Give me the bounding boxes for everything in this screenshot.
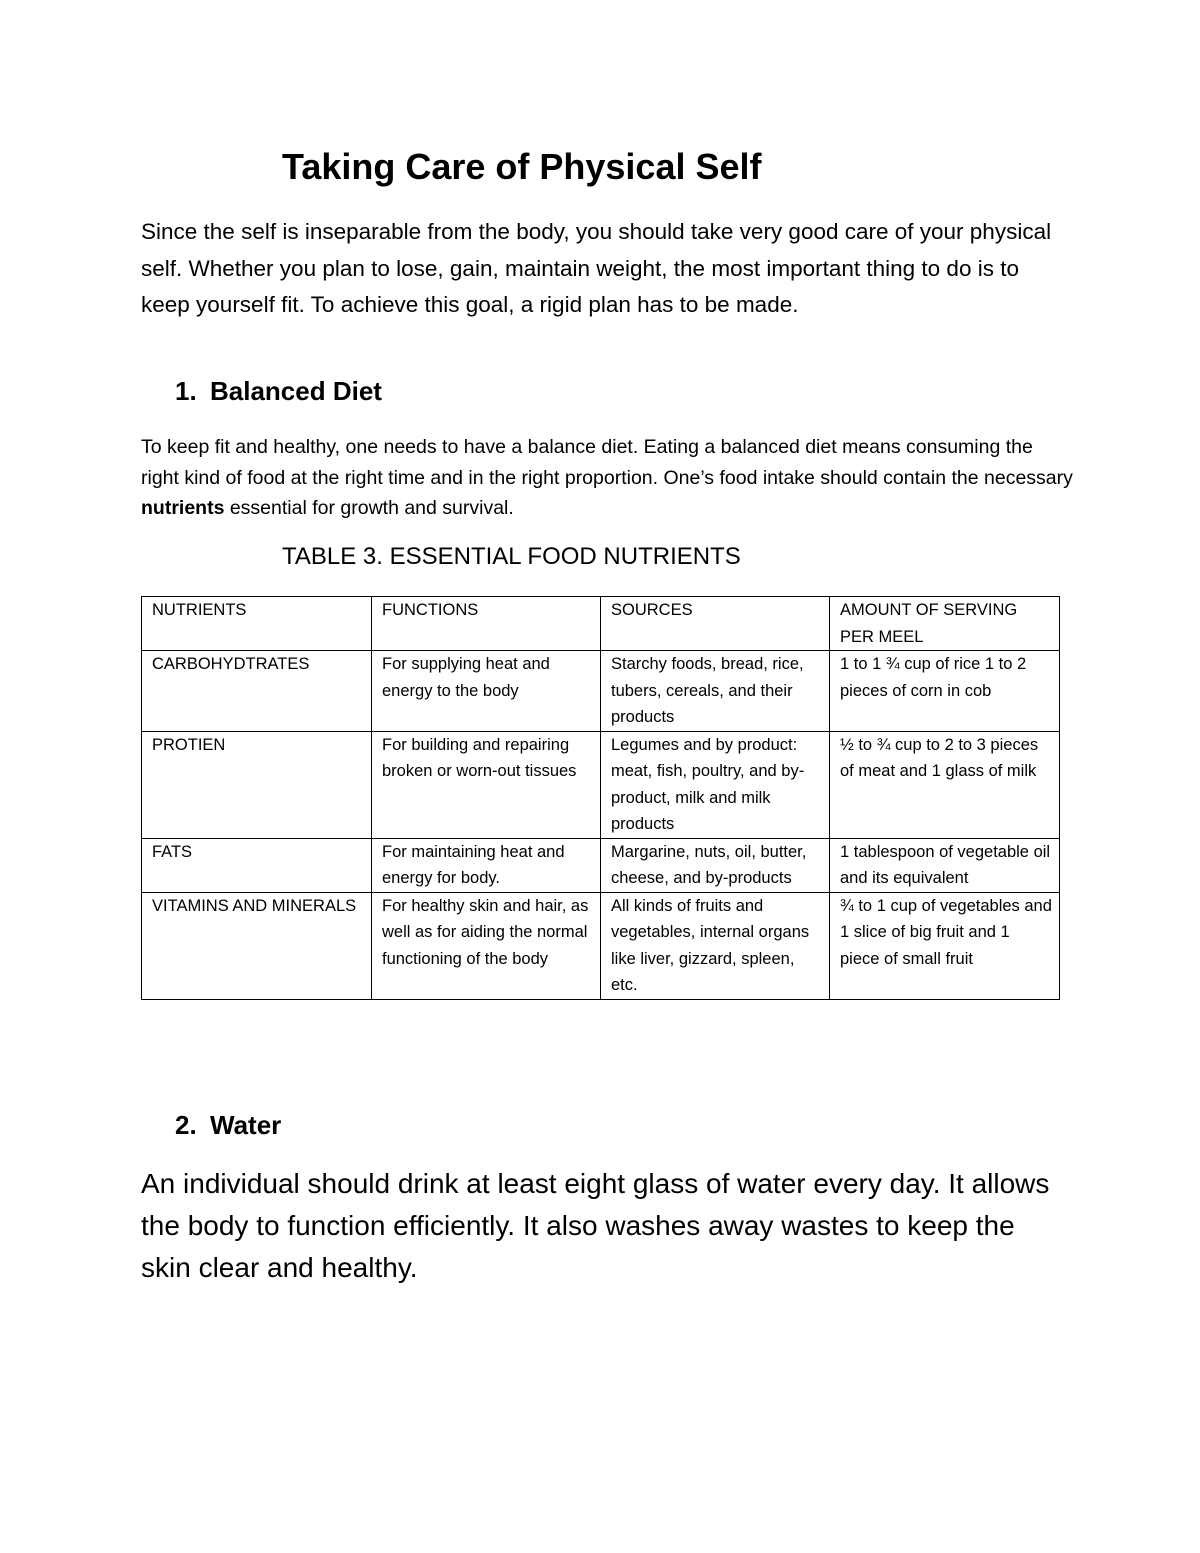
section-title: Water	[210, 1110, 282, 1140]
table-cell: VITAMINS AND MINERALS	[142, 892, 372, 999]
table-cell: Starchy foods, bread, rice, tubers, cereals, and their products	[601, 651, 830, 732]
table-caption: TABLE 3. ESSENTIAL FOOD NUTRIENTS	[282, 543, 741, 570]
table-row	[142, 892, 1060, 999]
table-cell: For building and repairing broken or worn-out tissues	[372, 731, 601, 838]
intro-paragraph: Since the self is inseparable from the body, you should take very good care of your physical self. Whether you plan to lose, gain, maintain weight, the most important thing to do is to keep yourself fit. To achieve this goal, a rigid plan has to be made.	[141, 219, 1052, 317]
paragraph-text: To keep fit and healthy, one needs to have a balance diet. Eating a balanced diet means consuming the right kind of food at the right time and in the right proportion. One’s food intake should contain the necessary	[141, 436, 1073, 489]
page-title: Taking Care of Physical Self	[282, 146, 762, 187]
paragraph-text: essential for growth and survival.	[224, 497, 514, 519]
table-cell: ¾ to 1 cup of vegetables and 1 slice of big fruit and 1 piece of small fruit	[830, 892, 1060, 999]
water-paragraph: An individual should drink at least eight glass of water every day. It allows the body to function efficiently. It also washes away wastes to keep the skin clear and healthy.	[141, 1168, 1050, 1283]
column-header: AMOUNT OF SERVING PER MEEL	[830, 597, 1060, 651]
table-cell: For maintaining heat and energy for body.	[372, 838, 601, 892]
table-row	[142, 651, 1060, 732]
table-header-row	[142, 597, 1060, 651]
section-title: Balanced Diet	[210, 376, 382, 406]
section-number: 2.	[175, 1110, 197, 1140]
table-cell: Margarine, nuts, oil, butter, cheese, and by-products	[601, 838, 830, 892]
balanced-diet-paragraph	[141, 432, 1076, 524]
section-heading-balanced-diet	[175, 376, 382, 407]
table-cell: All kinds of fruits and vegetables, internal organs like liver, gizzard, spleen, etc.	[601, 892, 830, 999]
column-header: FUNCTIONS	[372, 597, 601, 651]
table-cell: CARBOHYDTRATES	[142, 651, 372, 732]
table-cell: For healthy skin and hair, as well as for aiding the normal functioning of the body	[372, 892, 601, 999]
section-heading-water	[175, 1110, 281, 1141]
bold-term: nutrients	[141, 497, 225, 519]
table-row	[142, 731, 1060, 838]
nutrients-table	[141, 596, 1060, 1000]
table-cell: For supplying heat and energy to the body	[372, 651, 601, 732]
table-row	[142, 838, 1060, 892]
section-number: 1.	[175, 376, 197, 406]
column-header: NUTRIENTS	[142, 597, 372, 651]
table-cell: 1 tablespoon of vegetable oil and its equivalent	[830, 838, 1060, 892]
column-header: SOURCES	[601, 597, 830, 651]
table-cell: PROTIEN	[142, 731, 372, 838]
table-cell: ½ to ¾ cup to 2 to 3 pieces of meat and 1 glass of milk	[830, 731, 1060, 838]
table-cell: 1 to 1 ¾ cup of rice 1 to 2 pieces of corn in cob	[830, 651, 1060, 732]
table-cell: Legumes and by product: meat, fish, poultry, and by-product, milk and milk products	[601, 731, 830, 838]
table-cell: FATS	[142, 838, 372, 892]
